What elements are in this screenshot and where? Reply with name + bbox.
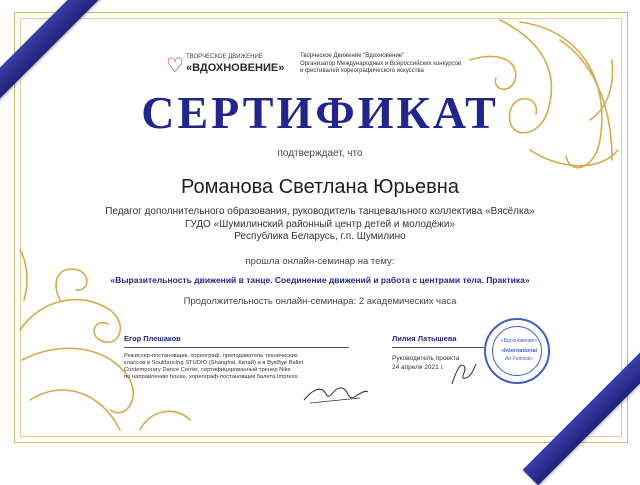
signer-description-line: Режиссер-постановщик, хореограф, преподаватель технических bbox=[124, 353, 298, 359]
stamp-text: «Вдохновение» bbox=[500, 338, 538, 344]
signer-description-line: по направлению house, хореограф-постановщик балета Impress. bbox=[124, 374, 300, 380]
logo-main-text: «ВДОХНОВЕНИЕ» bbox=[186, 62, 285, 74]
seminar-topic: «Выразительность движений в танце. Соединение движений и работа с центрами тела. Практика» bbox=[110, 275, 530, 285]
signer-name: Лилия Латышева bbox=[392, 334, 457, 343]
signature-date: 24 апреля 2021 г. bbox=[392, 364, 444, 371]
certificate-title: СЕРТИФИКАТ bbox=[141, 87, 499, 138]
description-line: Педагог дополнительного образования, руководитель танцевального коллектива «Вясёлка» bbox=[105, 206, 535, 217]
description-line: Республика Беларусь, г.п. Шумилино bbox=[234, 231, 406, 242]
organizer-line: и фестивалей хореографического искусства bbox=[300, 68, 424, 74]
recipient-name: Романова Светлана Юрьевна bbox=[181, 176, 459, 198]
organizer-line: Творческое Движение "Вдохновение" bbox=[300, 53, 405, 59]
handwritten-signature-right bbox=[446, 358, 480, 388]
signer-description bbox=[124, 353, 344, 381]
confirms-text: подтверждает, что bbox=[277, 148, 363, 159]
seminar-duration: Продолжительность онлайн-семинара: 2 академических часа bbox=[183, 296, 457, 307]
stamp-text: Art Festival» bbox=[505, 356, 533, 362]
recipient-description bbox=[0, 206, 640, 244]
stamp-text: «International bbox=[500, 348, 538, 354]
signature-line bbox=[392, 347, 484, 348]
description-line: ГУДО «Шумилинский районный центр детей и молодёжи» bbox=[184, 218, 456, 230]
heart-icon: ♡ bbox=[166, 55, 184, 77]
signer-name: Егор Плешаков bbox=[124, 334, 181, 343]
signature-line bbox=[124, 347, 349, 348]
signature-block-left bbox=[124, 334, 344, 381]
organizer-info bbox=[300, 53, 510, 76]
logo-small-text: ТВОРЧЕСКОЕ ДВИЖЕНИЕ bbox=[186, 54, 263, 60]
signer-role-text: Руководитель проекта bbox=[392, 355, 460, 362]
signer-description-line: Contemporary Dance Center, сертифицированный тренер Nike bbox=[124, 367, 291, 373]
organizer-line: Организатор Международных и Всероссийских конкурсов bbox=[300, 60, 462, 67]
handwritten-signature-left bbox=[300, 378, 370, 408]
topic-intro: прошла онлайн-семинар на тему: bbox=[245, 256, 395, 267]
official-stamp bbox=[484, 318, 550, 384]
vdohnovenie-logo bbox=[166, 52, 284, 78]
signer-description-line: классов в Souldancing STUDIO (Shanghai, Китай) и в ByeBye Ballet bbox=[124, 360, 304, 366]
